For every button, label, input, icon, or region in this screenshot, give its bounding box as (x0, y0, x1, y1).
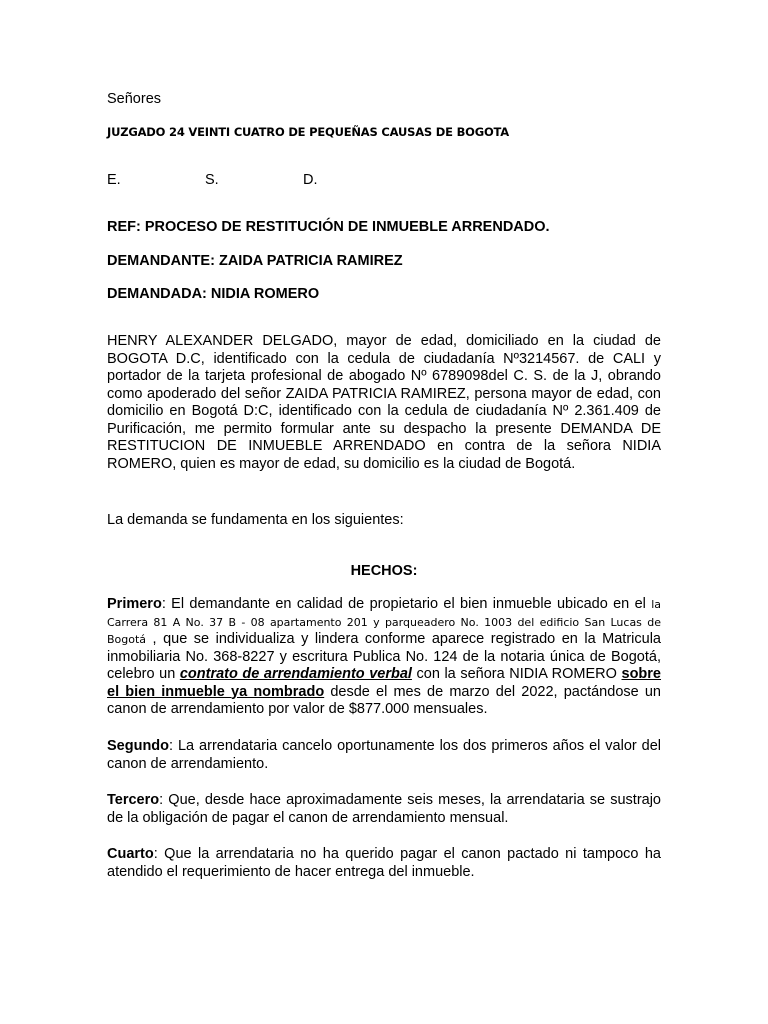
fact-fourth-label: Cuarto (107, 846, 154, 862)
property-reference: sobre el bien inmueble ya nombrado (107, 666, 662, 700)
fact-first-text-2: , que se individualiza y lindera conforme aparece registrado en la Matricula inmobiliaria No. 368-8227 y escritura Publica No. 124 de la notaria única de Bogotá, celebro un (107, 631, 661, 682)
fact-second-text: : La arrendataria cancelo oportunamente los dos primeros años el valor del canon de arrendamiento. (107, 738, 661, 772)
fact-first-label: Primero (107, 596, 162, 612)
contract-type: contrato de arrendamiento verbal (179, 666, 412, 682)
esd-e: E. (107, 172, 121, 188)
salutation: Señores (107, 91, 162, 107)
facts-heading: HECHOS: (350, 563, 418, 579)
grounds-paragraph: La demanda se fundamenta en los siguientes: (107, 512, 404, 528)
fact-first-text-4: desde el mes de marzo del 2022, pactándose un canon de arrendamiento por valor de $877.000 mensuales. (107, 683, 661, 717)
fact-fourth-paragraph (107, 846, 661, 881)
fact-second-paragraph (107, 738, 661, 773)
reference-line: REF: PROCESO DE RESTITUCIÓN DE INMUEBLE ARRENDADO. (107, 219, 550, 235)
fact-third-paragraph (107, 792, 661, 827)
esd-s: S. (205, 172, 219, 188)
fact-first-text-1: : El demandante en calidad de propietario el bien inmueble ubicado en el (161, 596, 652, 612)
fact-fourth-text: : Que la arrendataria no ha querido pagar el canon pactado ni tampoco ha atendido el requerimiento de hacer entrega del inmueble. (107, 846, 661, 880)
plaintiff-line: DEMANDANTE: ZAIDA PATRICIA RAMIREZ (107, 253, 403, 269)
defendant-line: DEMANDADA: NIDIA ROMERO (107, 286, 320, 302)
fact-first-text-3: con la señora NIDIA ROMERO (411, 666, 622, 682)
court-name: JUZGADO 24 VEINTI CUATRO DE PEQUEÑAS CAUSAS DE BOGOTA (107, 125, 510, 139)
fact-third-text: : Que, desde hace aproximadamente seis meses, la arrendataria se sustrajo de la obligación de pagar el canon de arrendamiento mensual. (107, 792, 661, 826)
fact-third-label: Tercero (107, 792, 160, 808)
esd-d: D. (303, 172, 318, 188)
intro-paragraph: HENRY ALEXANDER DELGADO, mayor de edad, domiciliado en la ciudad de BOGOTA D.C, identificado con la cedula de ciudadanía Nº3214567. de CALI y portador de la tarjeta profesional de abogado Nº 6789098del C. S. de la J, obrando como apoderado del señor ZAIDA PATRICIA RAMIREZ, persona mayor de edad, con domicilio en Bogotá D:C, identificado con la cedula de ciudadanía Nº 2.361.409 de Purificación, me permito formular ante su despacho la presente DEMANDA DE RESTITUCION DE INMUEBLE ARRENDADO en contra de la señora NIDIA ROMERO, quien es mayor de edad, su domicilio es la ciudad de Bogotá. (107, 333, 661, 472)
property-address: la Carrera 81 A No. 37 B - 08 apartamento 201 y parqueadero No. 1003 del edificio San Lucas de Bogotá (107, 598, 661, 646)
fact-second-label: Segundo (107, 738, 170, 754)
fact-first-paragraph (107, 596, 661, 719)
